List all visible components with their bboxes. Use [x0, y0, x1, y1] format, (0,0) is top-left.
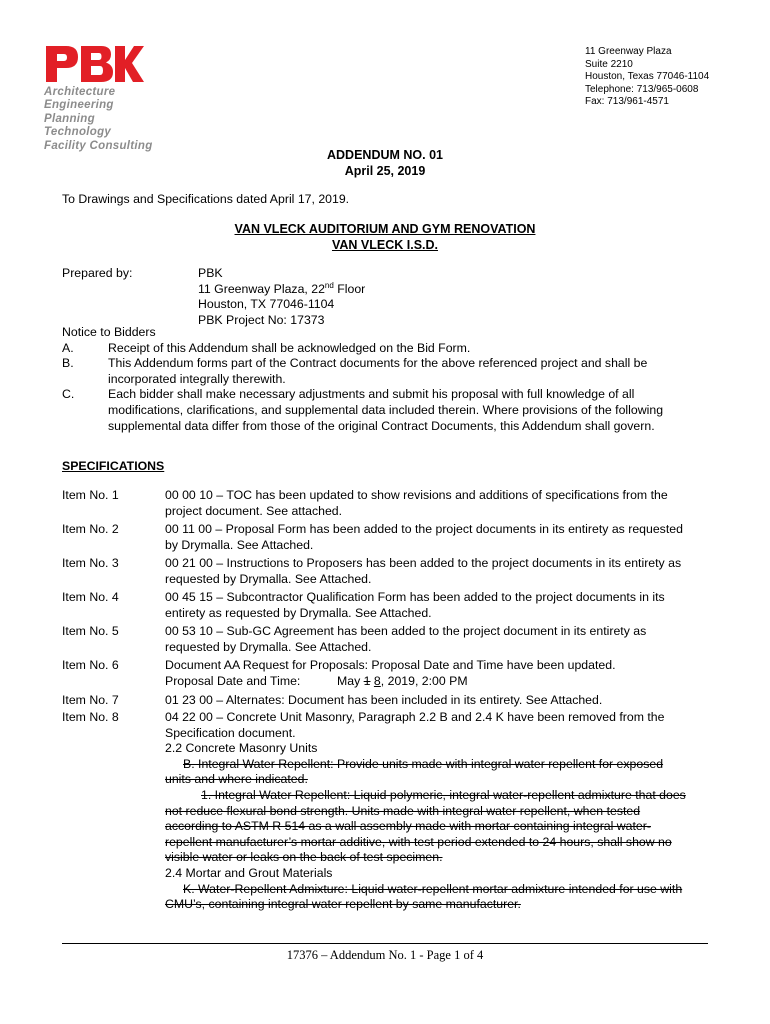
old-day: 1	[363, 673, 371, 688]
item-label: Item No. 5	[62, 624, 119, 638]
section-2-2: 2.2 Concrete Masonry Units	[165, 741, 318, 756]
address-line: 11 Greenway Plaza	[585, 46, 672, 57]
footer-divider	[62, 943, 708, 944]
proposal-date-line: Proposal Date and Time: May 1 8, 2019, 2:00 PM	[165, 673, 468, 688]
notice-heading: Notice to Bidders	[62, 325, 156, 339]
section-2-4: 2.4 Mortar and Grout Materials	[165, 865, 333, 880]
pbk-logo	[46, 44, 144, 84]
page-footer: 17376 – Addendum No. 1 - Page 1 of 4	[286, 948, 484, 962]
tagline-line: Facility Consulting	[44, 139, 153, 152]
item-text: 00 45 15 – Subcontractor Qualification Form has been added to the project documents in its entirety as requested by Drymalla. See Attached.	[165, 590, 665, 620]
company-tagline	[44, 86, 153, 153]
tagline-line: Architecture	[44, 86, 116, 98]
new-day: 8	[373, 673, 381, 688]
notice-item: A. Receipt of this Addendum shall be acknowledged on the Bid Form.	[62, 340, 471, 355]
item-text: 04 22 00 – Concrete Unit Masonry, Paragraph 2.2 B and 2.4 K have been removed from the Specification document. 2.2 Concrete Masonry Units B. Integral Water Repellent: Provide units made with integral water repellent for exposed units and where indicated. 1. Integral Water Repellent: Liquid polymeric, integral water-repellent admixture that does not reduce flexural bond strength. Units made with integral water repellent, when tested according to ASTM R 514 as a wall assembly made with mortar containing integral water- repellent manufacturer’s mortar additive, with test period extended to 24 hours, shall show no visible water or leaks on the back of test specimen. 2.4 Mortar and Grout Materials K. Water-Repellent Admixture: Liquid water-repellent mortar admixture intended for use with CMU’s, containing integral water repellent by same manufacturer.	[165, 710, 715, 913]
project-number: PBK Project No: 17373	[198, 312, 325, 327]
tagline-line: Planning	[44, 112, 95, 125]
notice-item: C. Each bidder shall make necessary adjustments and submit his proposal with full knowledge of all modifications, clarifications, and supplemental data included therein. Where provisions of the following supplemental data differ from those of the original Contract Documents, this Addendum shall govern.	[62, 387, 664, 433]
item-text: 00 11 00 – Proposal Form has been added to the project documents in its entirety as requested by Drymalla. See Attached.	[165, 522, 683, 552]
address-line: Houston, Texas 77046-1104	[585, 71, 710, 83]
address-line: Suite 2210	[585, 58, 633, 70]
tagline-line: Engineering	[44, 99, 114, 112]
item-label: Item No. 3	[62, 556, 119, 570]
firm-name: PBK	[198, 266, 223, 280]
item-label: Item No. 7	[62, 693, 119, 707]
item-label: Item No. 4	[62, 590, 119, 604]
project-title-text: VAN VLECK AUDITORIUM AND GYM RENOVATION	[234, 222, 536, 236]
specifications-list	[0, 488, 770, 938]
firm-city: Houston, TX 77046-1104	[198, 297, 335, 312]
project-title	[0, 221, 770, 238]
item-text: 00 00 10 – TOC has been updated to show revisions and additions of specifications from the project document. See attached.	[165, 488, 668, 518]
district-name	[0, 237, 770, 254]
specifications-heading: SPECIFICATIONS	[62, 459, 165, 473]
tagline-line: Technology	[44, 126, 112, 139]
notice-to-bidders	[62, 325, 722, 434]
item-text: 01 23 00 – Alternates: Document has been included in its entirety. See Attached.	[165, 693, 603, 707]
item-text: 00 53 10 – Sub-GC Agreement has been added to the project document in its entirety as requested by Drymalla. See Attached.	[165, 624, 647, 654]
addendum-title: ADDENDUM NO. 01	[327, 148, 443, 162]
notice-item: B. This Addendum forms part of the Contract documents for the above referenced project and shall be incorporated integrally therewith.	[62, 356, 648, 386]
address-line: Fax: 713/961-4571	[585, 96, 669, 108]
firm-street: 11 Greenway Plaza, 22nd Floor	[198, 280, 366, 296]
prepared-by-label: Prepared by:	[62, 266, 133, 280]
item-label: Item No. 1	[62, 488, 119, 502]
struck-paragraph-b: B. Integral Water Repellent: Provide units made with integral water repellent for exposed units and where indicated.	[165, 756, 664, 787]
prepared-by-block	[198, 266, 365, 328]
addendum-date: April 25, 2019	[344, 164, 426, 178]
struck-paragraph-b1: 1. Integral Water Repellent: Liquid polymeric, integral water-repellent admixture that does not reduce flexural bond strength. Units made with integral water repellent, when tested according to ASTM R 514 as a wall assembly made with mortar containing integral water- repellent manufacturer’s mortar additive, with test period extended to 24 hours, shall show no visible water or leaks on the back of test specimen.	[165, 787, 686, 865]
item-text: 00 21 00 – Instructions to Proposers has been added to the project documents in its entirety as requested by Drymalla. See Attached.	[165, 556, 682, 586]
district-text: VAN VLECK I.S.D.	[331, 238, 439, 252]
firm-address	[585, 46, 709, 109]
item-label: Item No. 8	[62, 710, 119, 724]
address-line: Telephone: 713/965-0608	[585, 83, 699, 95]
item-label: Item No. 6	[62, 658, 119, 672]
item-text: Document AA Request for Proposals: Proposal Date and Time have been updated. Proposal Date and Time: May 1 8, 2019, 2:00 PM	[165, 658, 715, 689]
item-label: Item No. 2	[62, 522, 119, 536]
intro-text: To Drawings and Specifications dated April 17, 2019.	[62, 192, 350, 206]
struck-paragraph-k: K. Water-Repellent Admixture: Liquid water-repellent mortar admixture intended for use with CMU’s, containing integral water repellent by same manufacturer.	[165, 881, 683, 912]
